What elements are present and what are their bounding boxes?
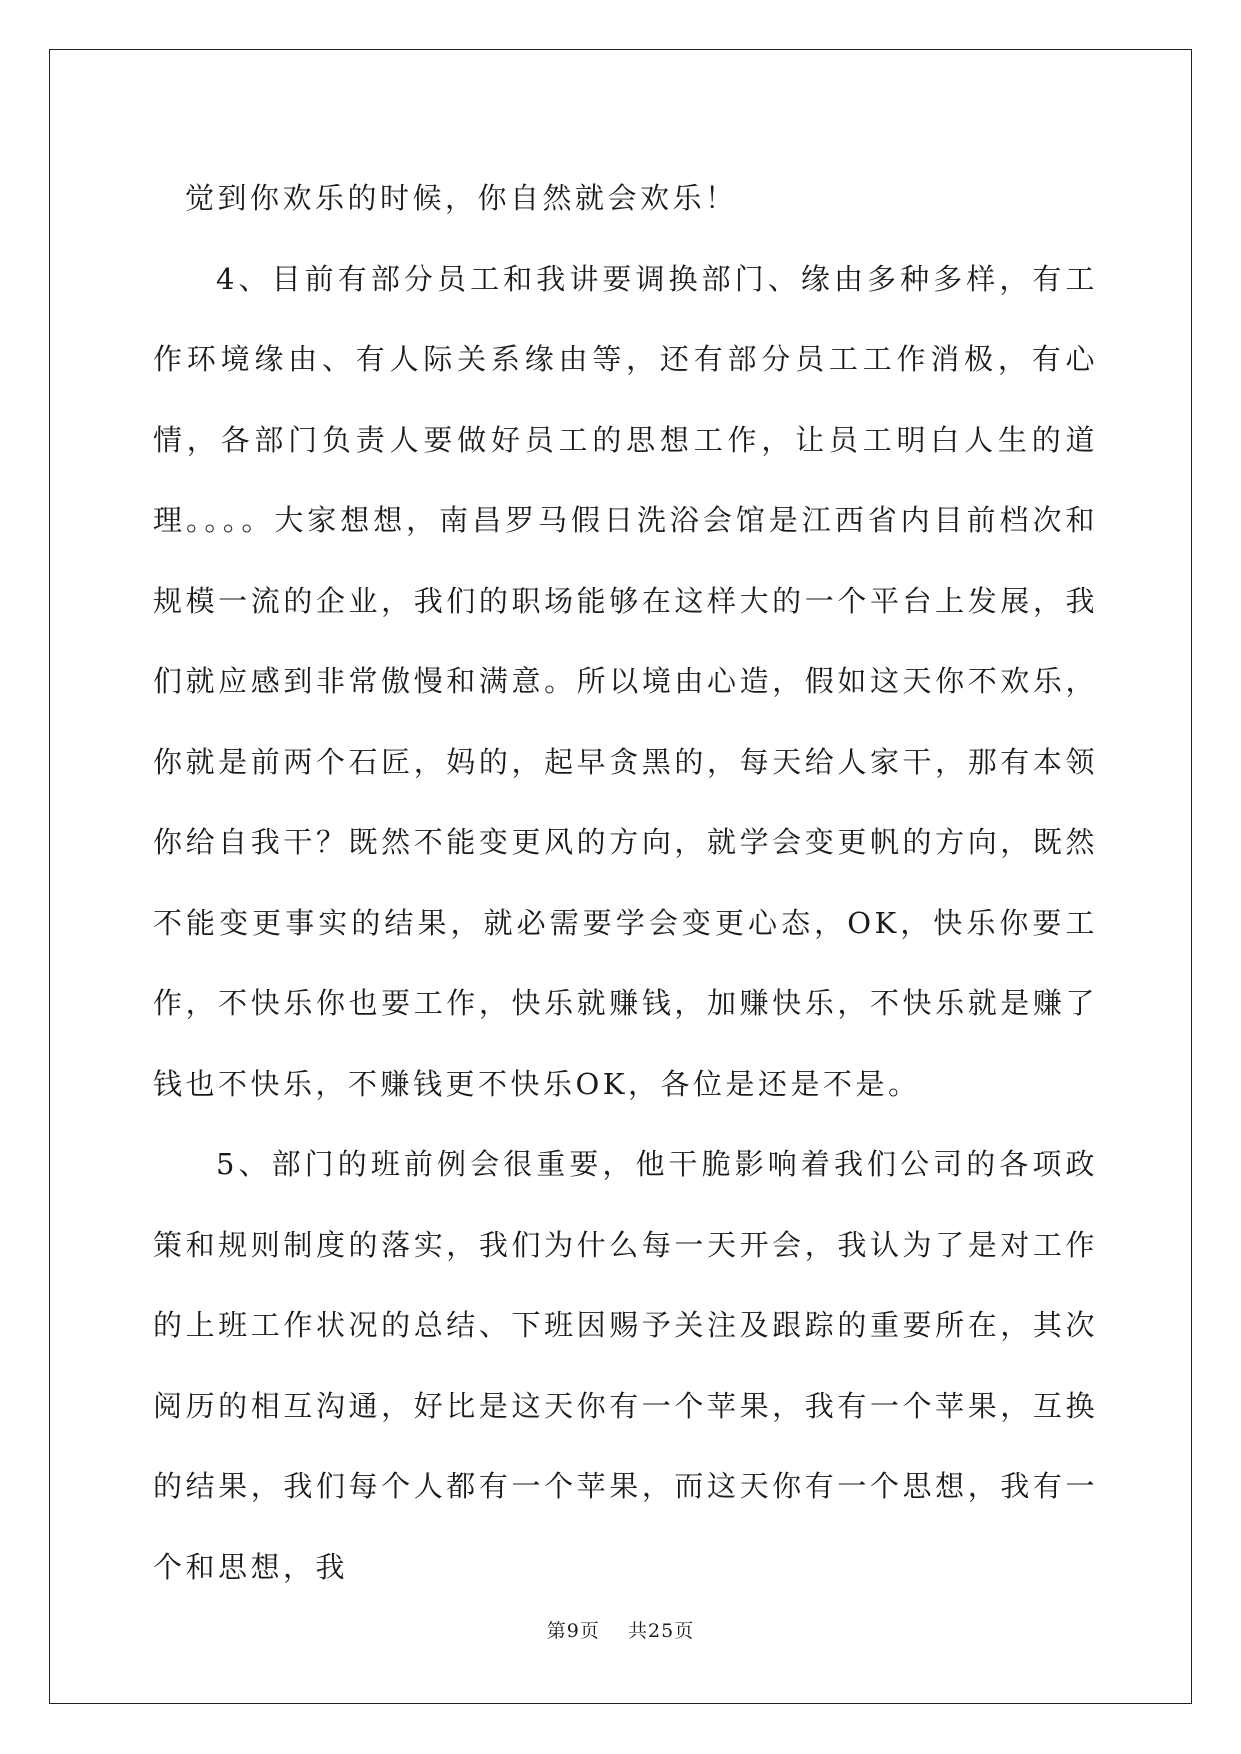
page-number: 第9页 <box>546 1620 600 1642</box>
paragraph-continuation: 觉到你欢乐的时候，你自然就会欢乐！ <box>185 181 738 215</box>
paragraph-item-5: 5、部门的班前例会很重要，他干脆影响着我们公司的各项政策和规则制度的落实，我们为什么每一天开会，我认为了是对工作的上班工作状况的总结、下班因赐予关注及跟踪的重要所在，其次阅历的相互沟通，好比是这天你有一个苹果，我有一个苹果，互换的结果，我们每个人都有一个苹果，而这天你有一个思想，我有一个和思想，我 <box>153 1147 1098 1584</box>
page-footer <box>0 1616 1241 1643</box>
footer-gap <box>600 1620 628 1642</box>
page-total: 共25页 <box>628 1620 695 1642</box>
document-body <box>153 158 1098 1607</box>
paragraph-item-4: 4、目前有部分员工和我讲要调换部门、缘由多种多样，有工作环境缘由、有人际关系缘由等，还有部分员工工作消极，有心情，各部门负责人要做好员工的思想工作，让员工明白人生的道理。。。。大家想想，南昌罗马假日洗浴会馆是江西省内目前档次和规模一流的企业，我们的职场能够在这样大的一个平台上发展，我们就应感到非常傲慢和满意。所以境由心造，假如这天你不欢乐，你就是前两个石匠，妈的，起早贪黑的，每天给人家干，那有本领你给自我干？既然不能变更风的方向，就学会变更帆的方向，既然不能变更事实的结果，就必需要学会变更心态，OK，快乐你要工作，不快乐你也要工作，快乐就赚钱，加赚快乐，不快乐就是赚了钱也不快乐，不赚钱更不快乐OK，各位是还是不是。 <box>153 261 1098 1101</box>
